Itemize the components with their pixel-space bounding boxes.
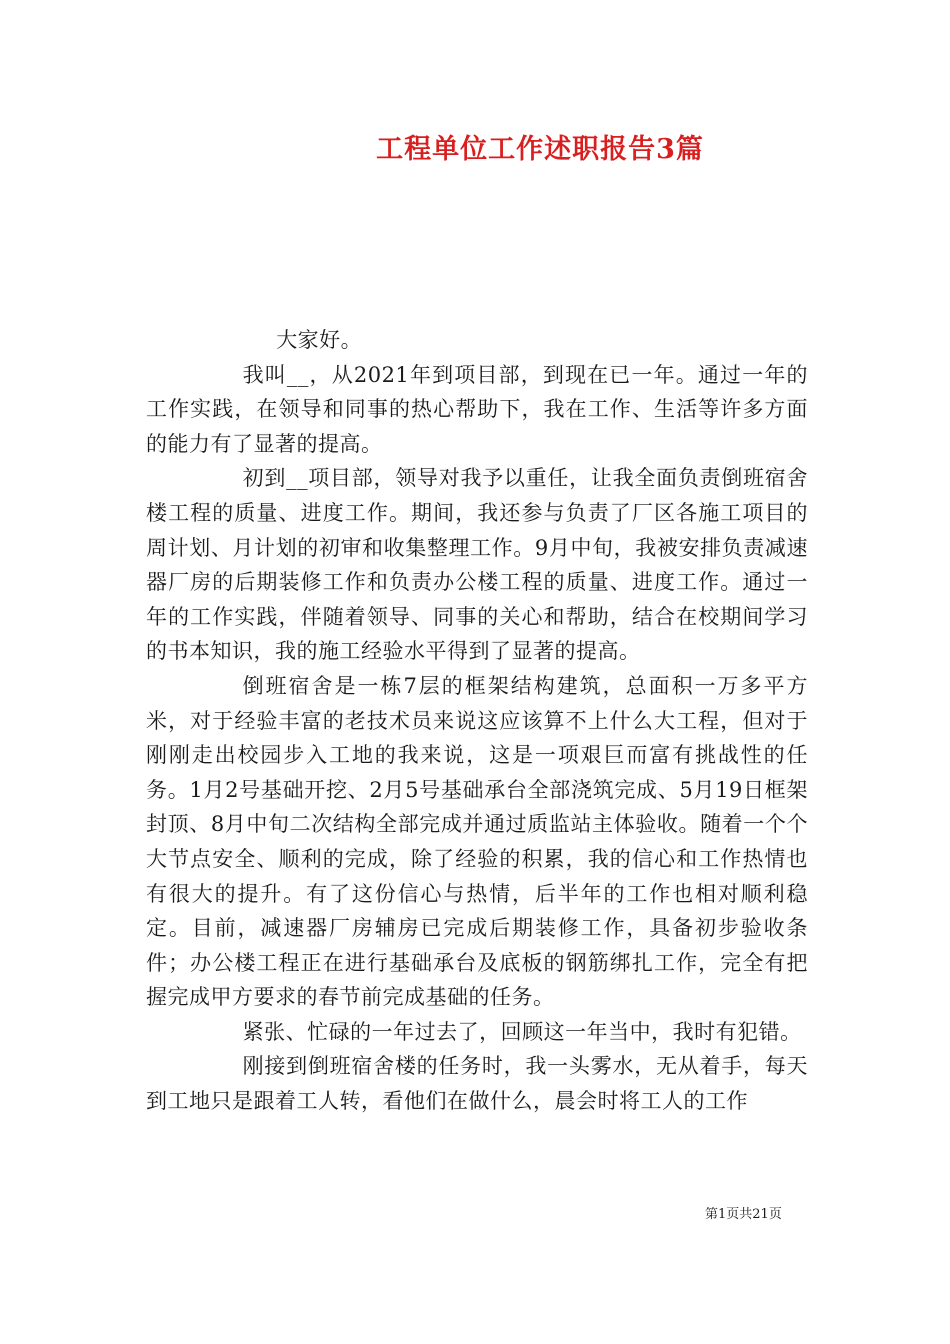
- paragraph-review: 紧张、忙碌的一年过去了，回顾这一年当中，我时有犯错。: [242, 1019, 802, 1044]
- paragraph-beginning: 刚接到倒班宿舍楼的任务时，我一头雾水，无从着手，每天到工地只是跟着工人转，看他们在做什么，晨会时将工人的工作: [146, 1054, 808, 1114]
- paragraph-dormitory-project: 倒班宿舍是一栋7层的框架结构建筑，总面积一万多平方米，对于经验丰富的老技术员来说这应该算不上什么大工程，但对于刚刚走出校园步入工地的我来说，这是一项艰巨而富有挑战性的任务。1月2号基础开挖、2月5号基础承台全部浇筑完成、5月19日框架封顶、8月中旬二次结构全部完成并通过质监站主体验收。随着一个个大节点安全、顺利的完成，除了经验的积累，我的信心和工作热情也有很大的提升。有了这份信心与热情，后半年的工作也相对顺利稳定。目前，减速器厂房辅房已完成后期装修工作，具备初步验收条件；办公楼工程正在进行基础承台及底板的钢筋绑扎工作，完全有把握完成甲方要求的春节前完成基础的任务。: [146, 673, 808, 1010]
- document-title: 工程单位工作述职报告3篇: [376, 134, 704, 165]
- greeting-paragraph: 大家好。: [276, 328, 363, 352]
- page-number-footer: 第1页共21页: [705, 1207, 782, 1222]
- paragraph-project-duties: 初到__项目部，领导对我予以重任，让我全面负责倒班宿舍楼工程的质量、进度工作。期间，我还参与负责了厂区各施工项目的周计划、月计划的初审和收集整理工作。9月中旬，我被安排负责减速器厂房的后期装修工作和负责办公楼工程的质量、进度工作。通过一年的工作实践，伴随着领导、同事的关心和帮助，结合在校期间学习的书本知识，我的施工经验水平得到了显著的提高。: [146, 466, 808, 664]
- document-body: [146, 323, 808, 1119]
- paragraph-intro: 我叫__，从2021年到项目部，到现在已一年。通过一年的工作实践，在领导和同事的热心帮助下，我在工作、生活等许多方面的能力有了显著的提高。: [146, 362, 808, 456]
